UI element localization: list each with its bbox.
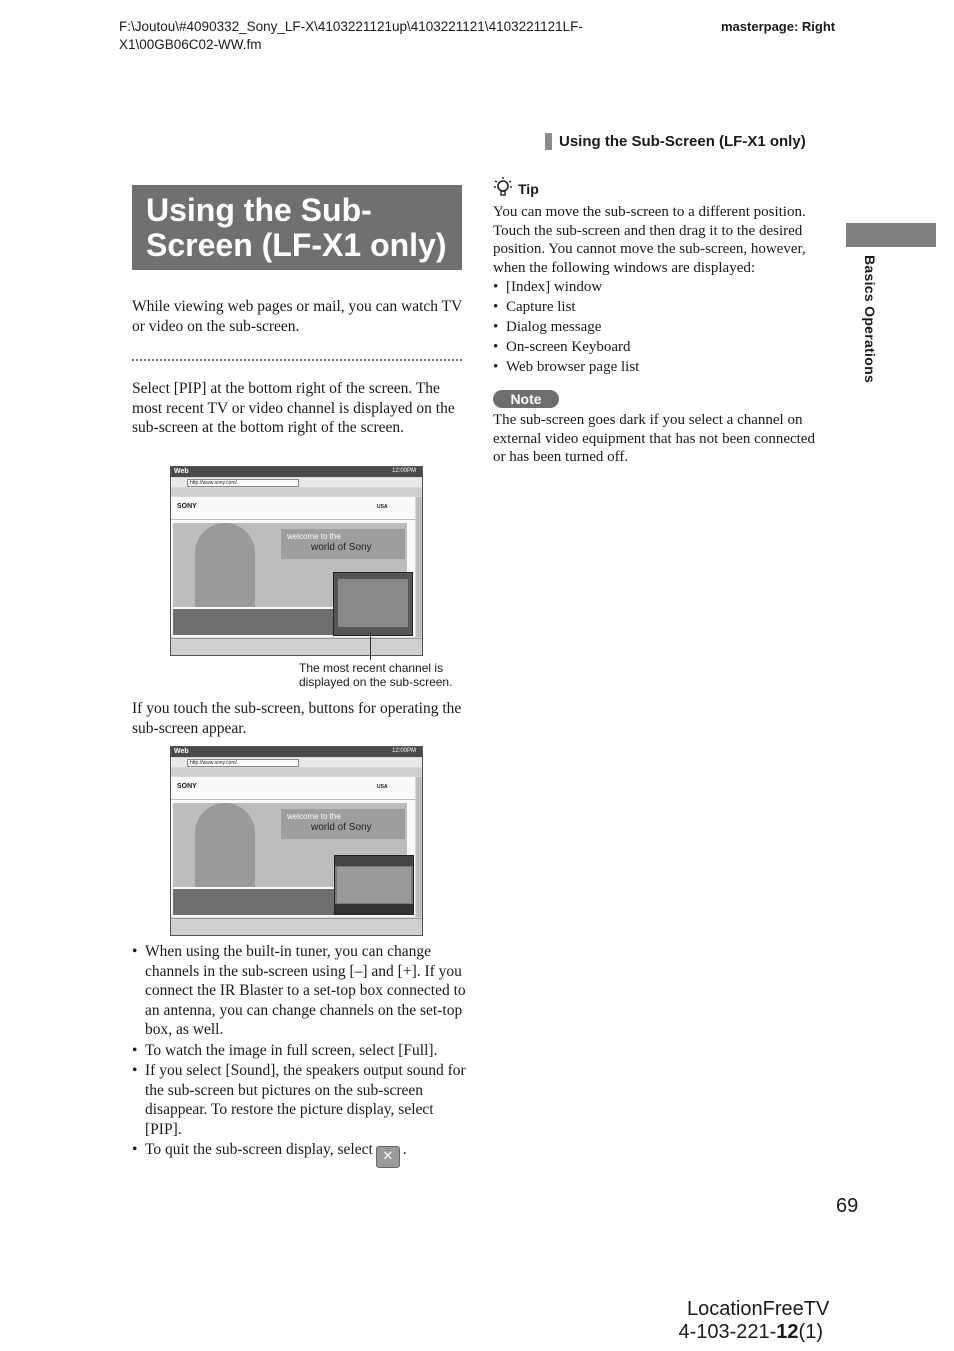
url-field [187,479,299,487]
tip-label: Tip [518,181,539,197]
section-marker [545,133,552,150]
web-tab-label: Web [174,748,189,755]
code-prefix: 4-103-221- [678,1321,777,1343]
welcome-line2: world of Sony [311,822,372,833]
touch-paragraph: If you touch the sub-screen, buttons for operating the sub-screen appear. [132,700,462,737]
welcome-banner [281,809,405,839]
sub-screen-video [338,579,408,627]
screenshot-pip [170,466,423,656]
operation-bullets [132,942,472,1169]
callout-line [370,633,371,660]
site-menu [171,516,415,520]
tip-header [493,176,539,198]
bottom-toolbar [171,638,422,655]
lightbulb-icon [493,176,513,198]
hero-photo [195,523,255,607]
url-bar [171,478,422,487]
bullet-item [132,1140,472,1168]
url-text: http://www.sony.com/ [190,480,237,486]
step-paragraph: Select [PIP] at the bottom right of the screen. The most recent TV or video channel is displayed on the sub-screen at the bottom right of the screen. [132,380,455,436]
welcome-banner [281,529,405,559]
footer-code [640,1321,823,1344]
screenshot-caption: The most recent channel is displayed on the sub-screen. [299,661,453,689]
bullet-end: . [402,1141,407,1158]
side-label: Basics Operations [862,255,878,384]
file-path: F:\Joutou\#4090332_Sony_LF-X\4103221121up\4103221121\4103221121LF-X1\00GB06C02-WW.fm [119,19,583,52]
sony-logo: SONY [177,503,197,510]
url-text: http://www.sony.com/ [190,760,237,766]
sub-screen-with-controls [334,855,414,915]
bullet-item: • If you select [Sound], the speakers output sound for the sub-screen but pictures on the sub-screen disappear. To restore the picture display, select [PIP]. [132,1061,472,1139]
scrollbar [416,777,422,917]
scrollbar [416,497,422,637]
tip-list [493,277,823,377]
page-title: Using the Sub-Screen (LF-X1 only) [146,192,447,263]
bottom-toolbar [171,918,422,935]
welcome-line2: world of Sony [311,542,372,553]
clock: 12:00PM [391,748,416,754]
sony-logo: SONY [177,783,197,790]
hero-photo [195,803,255,887]
bullet-item: • To watch the image in full screen, select [Full]. [132,1041,472,1061]
tab-strip [171,768,422,776]
clock: 12:00PM [391,468,416,474]
close-icon: ✕ [376,1146,400,1168]
tip-list-item: • [Index] window [493,277,823,297]
sub-screen [333,572,413,636]
sub-screen-top-controls [335,856,413,866]
sub-screen-bottom-controls [335,904,413,914]
bullet-text: To quit the sub-screen display, select [145,1141,373,1158]
bullet-item: • When using the built-in tuner, you can change channels in the sub-screen using [–] and [+]. If you connect the IR Blaster to a set-top box connected to an antenna, you can change channels on the set-top box, as well. [132,942,472,1040]
url-bar [171,758,422,767]
title-box [132,185,462,270]
screenshot-pip-controls [170,746,423,936]
shot-titlebar [171,747,422,757]
masterpage-label: masterpage: Right [721,19,836,34]
tip-body: You can move the sub-screen to a different position. Touch the sub-screen and then drag it to the desired position. You cannot move the sub-screen, however, when the following windows are displayed: [493,204,806,276]
site-menu [171,796,415,800]
section-header [545,132,806,150]
dotted-divider [132,359,462,361]
web-tab-label: Web [174,468,189,475]
country-label: USA [377,504,388,510]
tip-list-item: • Dialog message [493,317,823,337]
url-field [187,759,299,767]
tip-list-item: • On-screen Keyboard [493,337,823,357]
page-number: 69 [836,1195,859,1217]
shot-titlebar [171,467,422,477]
sub-screen-video [337,867,411,903]
code-suffix: (1) [798,1321,823,1343]
welcome-line1: welcome to the [287,532,341,541]
tip-list-item: • Capture list [493,297,823,317]
tab-strip [171,488,422,496]
note-badge: Note [493,390,559,408]
section-title: Using the Sub-Screen (LF-X1 only) [559,132,806,150]
note-body: The sub-screen goes dark if you select a channel on external video equipment that has not been connected or has been turned off. [493,412,815,465]
side-tab [846,223,936,247]
tip-list-item: • Web browser page list [493,357,823,377]
intro-paragraph: While viewing web pages or mail, you can watch TV or video on the sub-screen. [132,298,463,335]
country-label: USA [377,784,388,790]
welcome-line1: welcome to the [287,812,341,821]
code-bold: 12 [776,1321,799,1343]
footer-product: LocationFreeTV [687,1298,830,1320]
